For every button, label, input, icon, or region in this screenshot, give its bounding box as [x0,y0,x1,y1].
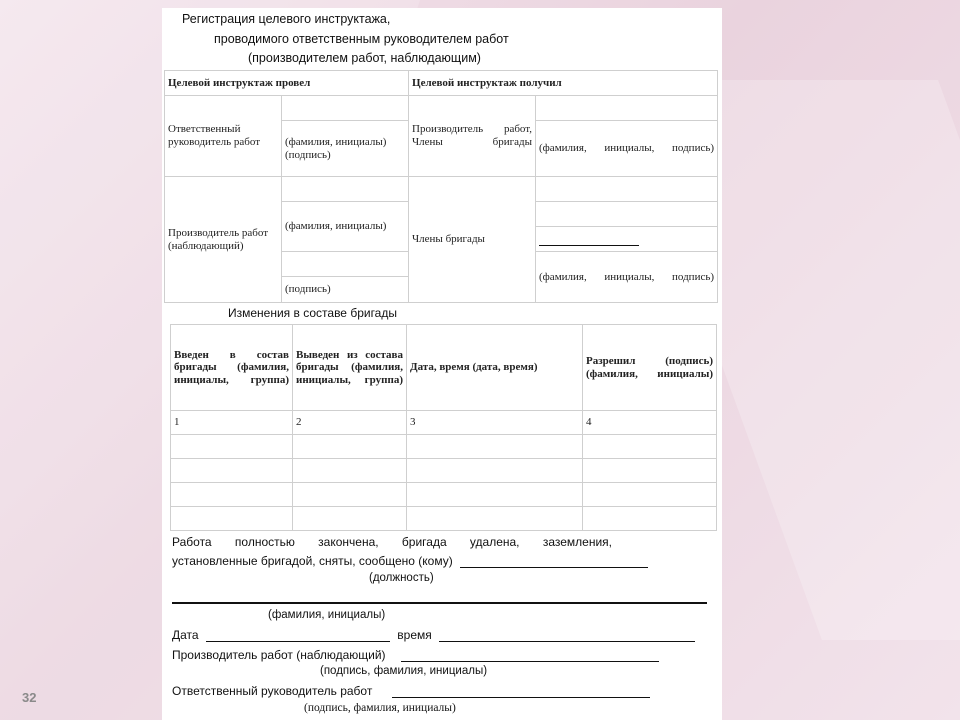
header-removed: Выведен из состава бригады (фамилия, инициалы, группа) [293,325,407,411]
document-page [162,8,722,720]
cell-empty [282,252,409,277]
manager-line [172,684,650,698]
date-label: Дата [172,628,199,642]
title-line-2: проводимого ответственным руководителем работ [214,32,509,46]
header-added: Введен в состав бригады (фамилия, инициалы, группа) [171,325,293,411]
producer-line [172,648,659,662]
header-conducted: Целевой инструктаж провел [165,71,409,96]
time-label: время [397,628,432,642]
column-number: 1 [171,411,293,435]
cell-name-signature-caption: (фамилия, инициалы, подпись) [536,121,718,177]
cell-empty [536,96,718,121]
title-line-1: Регистрация целевого инструктажа, [182,12,391,26]
cell-empty [536,202,718,227]
header-permitted: Разрешил (подпись) (фамилия, инициалы) [583,325,717,411]
briefing-table [164,70,718,303]
completion-text-line-1: Работа полностью закончена, бригада удалена, заземления, [172,535,612,549]
date-line [206,629,390,642]
column-number: 3 [407,411,583,435]
cell-producer-observer: Производитель работ (наблюдающий) [165,177,282,303]
cell-responsible-manager: Ответственный руководитель работ [165,96,282,177]
cell-producer-members: Производитель работ, Члены бригады [409,96,536,177]
position-caption: (должность) [369,572,434,584]
cell-name-caption: (фамилия, инициалы) [282,202,409,252]
column-number: 4 [583,411,717,435]
slide-number: 32 [22,690,37,705]
producer-label: Производитель работ (наблюдающий) [172,648,386,662]
time-line [439,629,695,642]
producer-sign-line [401,649,659,662]
column-number: 2 [293,411,407,435]
cell-name-signature-caption: (фамилия, инициалы, подпись) [536,252,718,303]
header-datetime: Дата, время (дата, время) [407,325,583,411]
producer-caption: (подпись, фамилия, инициалы) [320,665,488,677]
manager-sign-line [392,685,650,698]
table-row [171,507,717,531]
name-caption: (фамилия, инициалы) [268,609,386,621]
cell-signature-caption: (подпись) [282,277,409,303]
manager-label: Ответственный руководитель работ [172,684,373,698]
cell-name-signature-caption: (фамилия, инициалы) (подпись) [282,121,409,177]
notified-line [460,555,648,568]
changes-table [170,324,717,531]
header-received: Целевой инструктаж получил [409,71,718,96]
date-time-line [172,628,695,642]
table-row [171,435,717,459]
name-line [172,602,707,604]
title-line-3: (производителем работ, наблюдающим) [248,51,481,65]
section-title-changes: Изменения в составе бригады [228,306,397,320]
notified-label: установленные бригадой, сняты, сообщено (кому) [172,554,453,568]
cell-members: Члены бригады [409,177,536,303]
manager-caption: (подпись, фамилия, инициалы) [304,702,456,714]
table-row [171,459,717,483]
cell-signature-line [536,227,718,252]
table-row [171,483,717,507]
cell-empty [282,177,409,202]
cell-empty [282,96,409,121]
completion-text-line-2 [172,554,648,568]
cell-empty [536,177,718,202]
